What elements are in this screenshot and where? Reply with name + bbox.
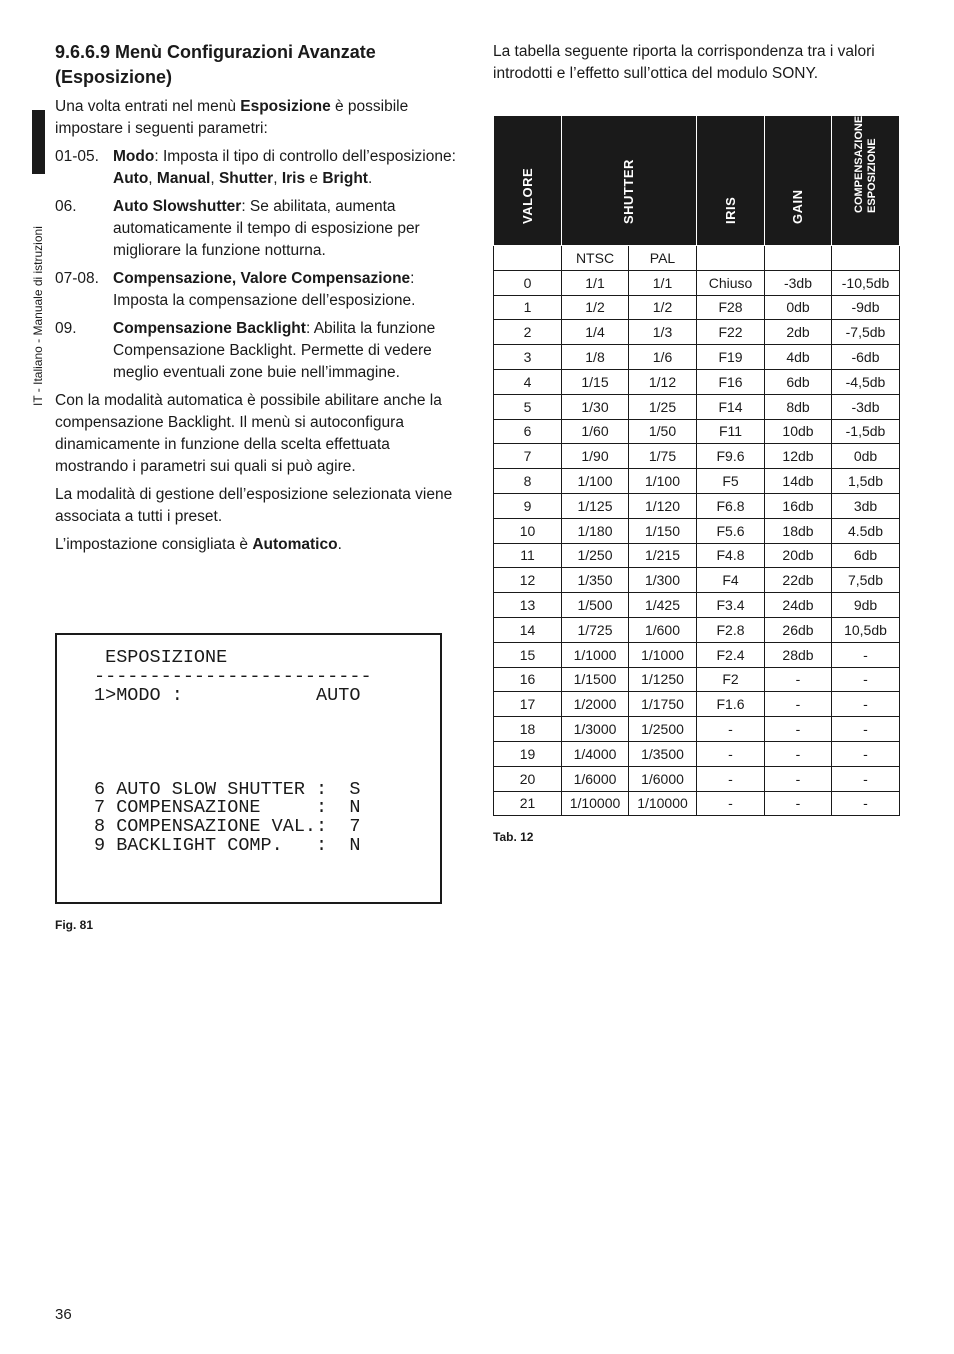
table-cell: 1,5db <box>832 469 900 494</box>
parameter-item <box>55 318 460 384</box>
table-cell: 3db <box>832 493 900 518</box>
table-cell: F9.6 <box>697 444 765 469</box>
table-cell: 1/6000 <box>629 766 697 791</box>
table-cell: 18db <box>765 518 832 543</box>
table-cell: 1/2 <box>629 295 697 320</box>
parameter-number: 09. <box>55 320 77 337</box>
table-cell: 1/3000 <box>562 717 629 742</box>
table-cell: 1/250 <box>562 543 629 568</box>
section-heading <box>55 40 460 90</box>
recommended-bold: Automatico <box>252 536 338 553</box>
table-cell: 14 <box>494 617 562 642</box>
table-cell: 1/100 <box>562 469 629 494</box>
table-cell: 1 <box>494 295 562 320</box>
table-header-label: GAIN <box>790 189 805 224</box>
table-cell: -6db <box>832 345 900 370</box>
intro-bold: Esposizione <box>240 98 331 115</box>
table-cell: - <box>765 692 832 717</box>
table-row <box>494 320 900 345</box>
table-row <box>494 741 900 766</box>
table-cell: 1/6000 <box>562 766 629 791</box>
table-cell: 1/215 <box>629 543 697 568</box>
table-cell: - <box>832 741 900 766</box>
table-row <box>494 345 900 370</box>
table-cell: F2.4 <box>697 642 765 667</box>
figure-caption: Fig. 81 <box>55 918 94 932</box>
table-cell: - <box>832 717 900 742</box>
table-cell: 16db <box>765 493 832 518</box>
table-cell: F5.6 <box>697 518 765 543</box>
table-cell: 7,5db <box>832 568 900 593</box>
parameter-description: Compensazione Backlight: Abilita la funzione Compensazione Backlight. Permette di vedere meglio eventuali zone buie nell’immagine. <box>113 320 436 381</box>
table-cell: -7,5db <box>832 320 900 345</box>
sidebar-label: IT - Italiano - Manuale di istruzioni <box>31 226 45 406</box>
table-cell: 1/2000 <box>562 692 629 717</box>
table-header-label: COMPENSAZIONE ESPOSIZIONE <box>852 115 878 213</box>
table-cell: 1/125 <box>562 493 629 518</box>
table-row <box>494 766 900 791</box>
table-cell: 5 <box>494 394 562 419</box>
table-cell: 4.5db <box>832 518 900 543</box>
table-cell: F6.8 <box>697 493 765 518</box>
table-cell: 0 <box>494 270 562 295</box>
table-cell: 10 <box>494 518 562 543</box>
table-row <box>494 394 900 419</box>
heading-line-2: (Esposizione) <box>55 67 173 87</box>
table-cell: 1/1000 <box>562 642 629 667</box>
parameter-item <box>55 268 460 312</box>
table-cell: 6 <box>494 419 562 444</box>
parameter-description: Auto Slowshutter: Se abilitata, aumenta automaticamente il tempo di esposizione per migliorare la funzione notturna. <box>113 198 420 259</box>
table-cell: 1/600 <box>629 617 697 642</box>
osd-menu-text: ESPOSIZIONE ------------------------- 1>MODO : AUTO 6 AUTO SLOW SHUTTER : S 7 COMPENSAZIONE : N 8 COMPENSAZIONE VAL.: 7 9 BACKLIGHT COMP. : N <box>94 647 372 856</box>
table-cell: -3db <box>832 394 900 419</box>
table-caption: Tab. 12 <box>493 830 534 844</box>
table-cell: F14 <box>697 394 765 419</box>
table-cell: F2 <box>697 667 765 692</box>
table-subheader <box>697 246 765 271</box>
table-cell: 1/3 <box>629 320 697 345</box>
table-cell: -3db <box>765 270 832 295</box>
table-cell: 21 <box>494 791 562 816</box>
table-cell: 2db <box>765 320 832 345</box>
parameter-item <box>55 146 460 190</box>
table-row <box>494 469 900 494</box>
table-cell: 17 <box>494 692 562 717</box>
table-cell: 1/2 <box>562 295 629 320</box>
table-header <box>832 116 900 246</box>
parameter-description: Compensazione, Valore Compensazione: Imposta la compensazione dell’esposizione. <box>113 270 416 309</box>
table-cell: 1/1500 <box>562 667 629 692</box>
table-cell: 20 <box>494 766 562 791</box>
table-cell: 7 <box>494 444 562 469</box>
table-row <box>494 444 900 469</box>
table-cell: 8db <box>765 394 832 419</box>
table-cell: 10,5db <box>832 617 900 642</box>
parameter-description: Modo: Imposta il tipo di controllo dell’esposizione: Auto, Manual, Shutter, Iris e Bright. <box>113 148 456 187</box>
table-row <box>494 543 900 568</box>
table-header <box>562 116 697 246</box>
table-cell: F16 <box>697 369 765 394</box>
paragraph-backlight: Con la modalità automatica è possibile abilitare anche la compensazione Backlight. Il menù si autoconfigura dinamicamente in funzione della scelta effettuata mostrando i parametri sui quali si può agire. <box>55 392 442 475</box>
table-cell: 1/350 <box>562 568 629 593</box>
table-cell: 1/120 <box>629 493 697 518</box>
recommended-text: L’impostazione consigliata è <box>55 536 253 553</box>
table-cell: - <box>832 766 900 791</box>
table-header <box>494 116 562 246</box>
table-row <box>494 295 900 320</box>
paragraph-recommended <box>55 534 460 556</box>
parameter-number: 01-05. <box>55 148 99 165</box>
table-cell: 4 <box>494 369 562 394</box>
table-cell: 1/1250 <box>629 667 697 692</box>
table-cell: 1/1000 <box>629 642 697 667</box>
table-cell: -4,5db <box>832 369 900 394</box>
parameter-number: 07-08. <box>55 270 99 287</box>
table-row <box>494 692 900 717</box>
table-cell: 1/725 <box>562 617 629 642</box>
table-cell: 1/15 <box>562 369 629 394</box>
table-cell: 1/4 <box>562 320 629 345</box>
table-cell: F4 <box>697 568 765 593</box>
table-subheader <box>494 246 562 271</box>
table-cell: 16 <box>494 667 562 692</box>
table-subheader <box>832 246 900 271</box>
table-cell: 1/90 <box>562 444 629 469</box>
table-row <box>494 617 900 642</box>
table-cell: 22db <box>765 568 832 593</box>
table-cell: 4db <box>765 345 832 370</box>
table-cell: - <box>765 717 832 742</box>
table-header-label: IRIS <box>722 196 738 224</box>
table-cell: F28 <box>697 295 765 320</box>
table-cell: - <box>697 741 765 766</box>
table-cell: 15 <box>494 642 562 667</box>
table-row <box>494 791 900 816</box>
table-cell: 18 <box>494 717 562 742</box>
table-cell: - <box>765 791 832 816</box>
table-cell: 6db <box>765 369 832 394</box>
table-cell: F4.8 <box>697 543 765 568</box>
table-cell: 10db <box>765 419 832 444</box>
page-number: 36 <box>55 1306 72 1323</box>
table-row <box>494 369 900 394</box>
table-cell: 1/75 <box>629 444 697 469</box>
table-subheader: PAL <box>629 246 697 271</box>
table-cell: 12 <box>494 568 562 593</box>
recommended-text-end: . <box>337 536 342 553</box>
table-cell: - <box>832 667 900 692</box>
table-cell: F1.6 <box>697 692 765 717</box>
table-cell: 0db <box>765 295 832 320</box>
table-cell: 1/25 <box>629 394 697 419</box>
table-cell: 19 <box>494 741 562 766</box>
table-row <box>494 270 900 295</box>
table-cell: - <box>697 766 765 791</box>
table-header-label: VALORE <box>519 167 535 224</box>
table-cell: 1/30 <box>562 394 629 419</box>
table-cell: 11 <box>494 543 562 568</box>
table-cell: 24db <box>765 593 832 618</box>
parameter-list <box>55 146 460 384</box>
table-cell: Chiuso <box>697 270 765 295</box>
table-cell: - <box>765 667 832 692</box>
table-cell: 6db <box>832 543 900 568</box>
table-cell: -9db <box>832 295 900 320</box>
table-cell: F22 <box>697 320 765 345</box>
table-row <box>494 593 900 618</box>
table-cell: 1/500 <box>562 593 629 618</box>
table-cell: 1/180 <box>562 518 629 543</box>
table-row <box>494 568 900 593</box>
table-cell: F2.8 <box>697 617 765 642</box>
table-header <box>697 116 765 246</box>
table-row <box>494 518 900 543</box>
paragraph-preset: La modalità di gestione dell’esposizione selezionata viene associata a tutti i preset. <box>55 486 453 525</box>
table-subheader: NTSC <box>562 246 629 271</box>
table-cell: 0db <box>832 444 900 469</box>
table-cell: 3 <box>494 345 562 370</box>
table-cell: 1/2500 <box>629 717 697 742</box>
intro-text-end: è possibile impostare i seguenti parametri: <box>55 98 409 137</box>
table-cell: 1/12 <box>629 369 697 394</box>
table-cell: 8 <box>494 469 562 494</box>
exposure-table <box>493 115 900 816</box>
table-cell: 26db <box>765 617 832 642</box>
table-cell: 1/50 <box>629 419 697 444</box>
table-cell: 9 <box>494 493 562 518</box>
table-cell: 1/425 <box>629 593 697 618</box>
table-cell: F5 <box>697 469 765 494</box>
table-row <box>494 419 900 444</box>
table-header-label: SHUTTER <box>621 159 636 224</box>
table-cell: 14db <box>765 469 832 494</box>
table-cell: 13 <box>494 593 562 618</box>
table-cell: - <box>697 717 765 742</box>
table-cell: 1/10000 <box>562 791 629 816</box>
table-cell: 1/1750 <box>629 692 697 717</box>
table-cell: 1/6 <box>629 345 697 370</box>
osd-menu-screen <box>55 633 442 904</box>
table-cell: -1,5db <box>832 419 900 444</box>
table-cell: 1/1 <box>629 270 697 295</box>
table-intro-paragraph: La tabella seguente riporta la corrispondenza tra i valori introdotti e l’effetto sull’ottica del modulo SONY. <box>493 43 875 82</box>
parameter-number: 06. <box>55 198 77 215</box>
side-marker-bar <box>32 110 45 174</box>
table-cell: 1/8 <box>562 345 629 370</box>
table-cell: 1/3500 <box>629 741 697 766</box>
table-cell: 20db <box>765 543 832 568</box>
left-column <box>55 40 460 562</box>
table-row <box>494 667 900 692</box>
table-cell: - <box>765 766 832 791</box>
table-cell: F19 <box>697 345 765 370</box>
table-cell: -10,5db <box>832 270 900 295</box>
heading-line-1: 9.6.6.9 Menù Configurazioni Avanzate <box>55 42 376 62</box>
table-row <box>494 717 900 742</box>
table-cell: 9db <box>832 593 900 618</box>
table-cell: - <box>765 741 832 766</box>
table-cell: - <box>697 791 765 816</box>
intro-paragraph <box>55 96 460 140</box>
table-row <box>494 642 900 667</box>
intro-text: Una volta entrati nel menù <box>55 98 241 115</box>
table-cell: 1/4000 <box>562 741 629 766</box>
table-cell: F11 <box>697 419 765 444</box>
table-cell: 1/1 <box>562 270 629 295</box>
table-cell: - <box>832 692 900 717</box>
table-cell: 12db <box>765 444 832 469</box>
table-header <box>765 116 832 246</box>
table-cell: 28db <box>765 642 832 667</box>
table-cell: 1/100 <box>629 469 697 494</box>
table-cell: 2 <box>494 320 562 345</box>
table-cell: 1/10000 <box>629 791 697 816</box>
table-row <box>494 493 900 518</box>
parameter-item <box>55 196 460 262</box>
table-subheader <box>765 246 832 271</box>
table-cell: F3.4 <box>697 593 765 618</box>
table-cell: 1/60 <box>562 419 629 444</box>
table-cell: - <box>832 642 900 667</box>
table-cell: - <box>832 791 900 816</box>
table-cell: 1/300 <box>629 568 697 593</box>
table-cell: 1/150 <box>629 518 697 543</box>
